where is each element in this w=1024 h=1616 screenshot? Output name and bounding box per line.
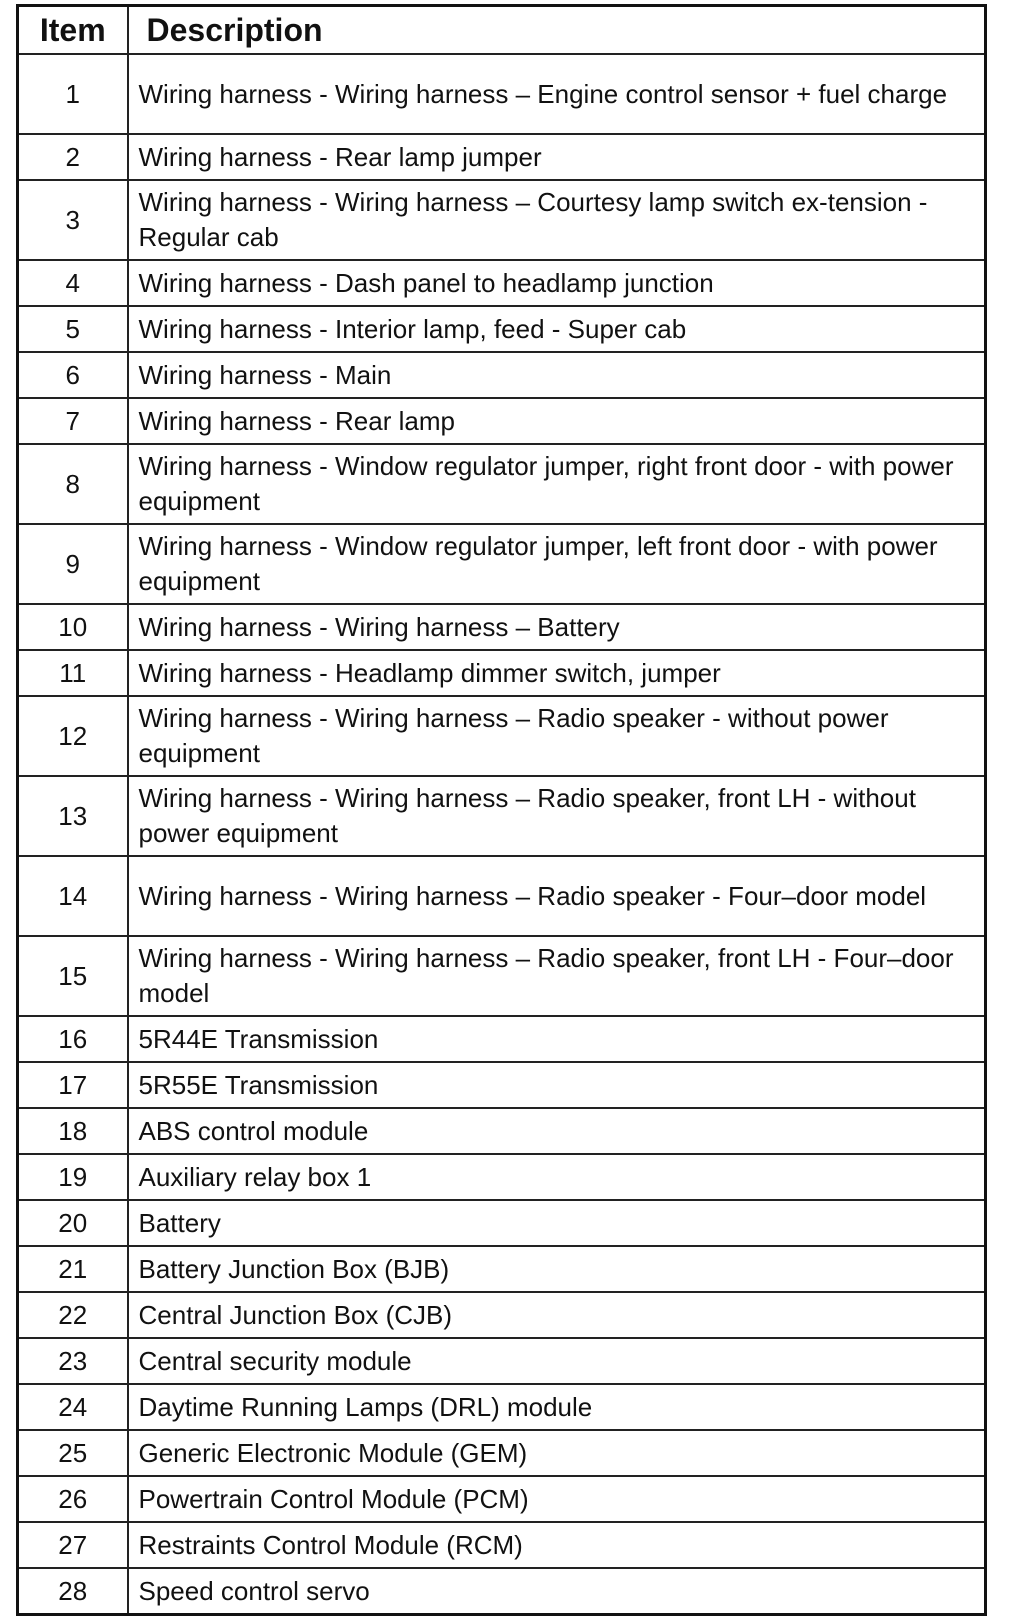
table-row xyxy=(18,444,986,524)
item-number-cell: 12 xyxy=(18,696,128,776)
item-number-cell: 9 xyxy=(18,524,128,604)
table-row xyxy=(18,776,986,856)
description-cell: Wiring harness - Interior lamp, feed - Super cab xyxy=(128,306,986,352)
description-cell: Battery xyxy=(128,1200,986,1246)
table-row xyxy=(18,1568,986,1615)
description-cell: Wiring harness - Rear lamp xyxy=(128,398,986,444)
table-row xyxy=(18,1384,986,1430)
item-number-cell: 15 xyxy=(18,936,128,1016)
description-cell: Restraints Control Module (RCM) xyxy=(128,1522,986,1568)
description-cell: Wiring harness - Window regulator jumper, left front door - with power equipment xyxy=(128,524,986,604)
description-cell: Wiring harness - Dash panel to headlamp junction xyxy=(128,260,986,306)
description-cell: Auxiliary relay box 1 xyxy=(128,1154,986,1200)
description-cell: Wiring harness - Window regulator jumper, right front door - with power equipment xyxy=(128,444,986,524)
table-row xyxy=(18,1062,986,1108)
description-cell: 5R44E Transmission xyxy=(128,1016,986,1062)
description-cell: Wiring harness - Wiring harness – Battery xyxy=(128,604,986,650)
table-row xyxy=(18,398,986,444)
description-cell: Wiring harness - Main xyxy=(128,352,986,398)
item-number-cell: 5 xyxy=(18,306,128,352)
item-number-cell: 8 xyxy=(18,444,128,524)
item-number-cell: 16 xyxy=(18,1016,128,1062)
description-cell: Wiring harness - Wiring harness – Engine control sensor + fuel charge xyxy=(128,54,986,134)
table-row xyxy=(18,1246,986,1292)
table-row xyxy=(18,856,986,936)
description-cell: Daytime Running Lamps (DRL) module xyxy=(128,1384,986,1430)
description-cell: Wiring harness - Headlamp dimmer switch, jumper xyxy=(128,650,986,696)
description-cell: Wiring harness - Wiring harness – Radio speaker - without power equipment xyxy=(128,696,986,776)
table-body xyxy=(18,54,986,1615)
description-cell: Wiring harness - Wiring harness – Radio speaker, front LH - without power equipment xyxy=(128,776,986,856)
description-cell: Central security module xyxy=(128,1338,986,1384)
description-cell: Battery Junction Box (BJB) xyxy=(128,1246,986,1292)
description-cell: Powertrain Control Module (PCM) xyxy=(128,1476,986,1522)
item-number-cell: 11 xyxy=(18,650,128,696)
description-cell: Central Junction Box (CJB) xyxy=(128,1292,986,1338)
table-row xyxy=(18,1292,986,1338)
item-number-cell: 7 xyxy=(18,398,128,444)
table-row xyxy=(18,1338,986,1384)
table-row xyxy=(18,1430,986,1476)
table-row xyxy=(18,696,986,776)
table-row xyxy=(18,1108,986,1154)
parts-table xyxy=(16,4,987,1616)
table-row xyxy=(18,524,986,604)
item-number-cell: 1 xyxy=(18,54,128,134)
parts-table-container xyxy=(16,4,984,1616)
item-number-cell: 28 xyxy=(18,1568,128,1615)
item-number-cell: 18 xyxy=(18,1108,128,1154)
item-number-cell: 22 xyxy=(18,1292,128,1338)
description-cell: Wiring harness - Wiring harness – Radio speaker, front LH - Four–door model xyxy=(128,936,986,1016)
item-number-cell: 10 xyxy=(18,604,128,650)
item-number-cell: 26 xyxy=(18,1476,128,1522)
item-number-cell: 13 xyxy=(18,776,128,856)
table-row xyxy=(18,1200,986,1246)
table-row xyxy=(18,260,986,306)
item-number-cell: 25 xyxy=(18,1430,128,1476)
table-row xyxy=(18,604,986,650)
description-cell: Generic Electronic Module (GEM) xyxy=(128,1430,986,1476)
item-number-cell: 19 xyxy=(18,1154,128,1200)
item-number-cell: 21 xyxy=(18,1246,128,1292)
item-number-cell: 6 xyxy=(18,352,128,398)
item-number-cell: 4 xyxy=(18,260,128,306)
item-number-cell: 23 xyxy=(18,1338,128,1384)
item-number-cell: 2 xyxy=(18,134,128,180)
item-number-cell: 3 xyxy=(18,180,128,260)
description-cell: Wiring harness - Wiring harness – Radio speaker - Four–door model xyxy=(128,856,986,936)
table-row xyxy=(18,650,986,696)
item-number-cell: 24 xyxy=(18,1384,128,1430)
table-row xyxy=(18,1154,986,1200)
description-cell: Wiring harness - Rear lamp jumper xyxy=(128,134,986,180)
table-row xyxy=(18,306,986,352)
table-row xyxy=(18,1522,986,1568)
description-cell: Wiring harness - Wiring harness – Courtesy lamp switch ex-tension - Regular cab xyxy=(128,180,986,260)
table-row xyxy=(18,180,986,260)
item-number-cell: 14 xyxy=(18,856,128,936)
table-row xyxy=(18,54,986,134)
description-cell: 5R55E Transmission xyxy=(128,1062,986,1108)
table-row xyxy=(18,1476,986,1522)
table-row xyxy=(18,936,986,1016)
item-column-header: Item xyxy=(18,6,128,55)
item-number-cell: 17 xyxy=(18,1062,128,1108)
table-row xyxy=(18,1016,986,1062)
table-row xyxy=(18,134,986,180)
description-column-header: Description xyxy=(128,6,986,55)
header-row xyxy=(18,6,986,55)
item-number-cell: 20 xyxy=(18,1200,128,1246)
item-number-cell: 27 xyxy=(18,1522,128,1568)
table-row xyxy=(18,352,986,398)
description-cell: Speed control servo xyxy=(128,1568,986,1615)
description-cell: ABS control module xyxy=(128,1108,986,1154)
